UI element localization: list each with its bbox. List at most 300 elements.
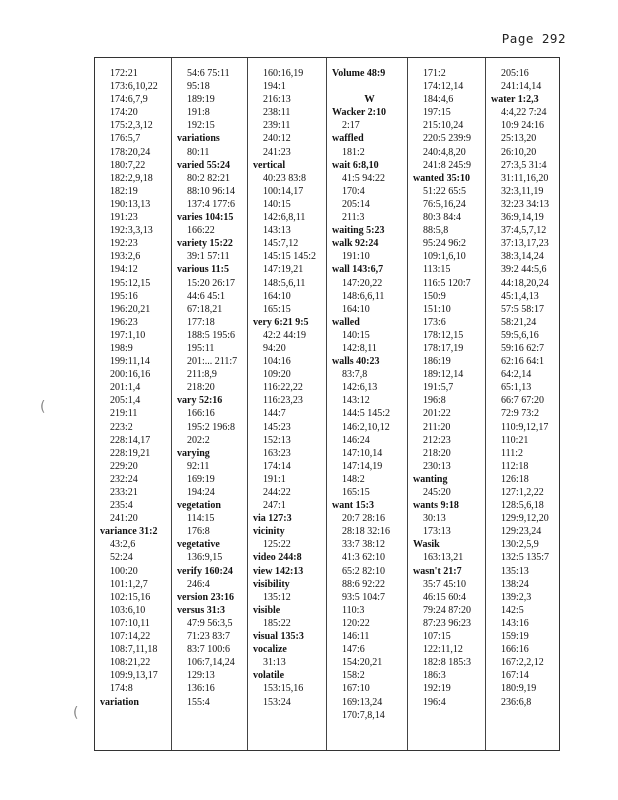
index-term: wait 6:8,10	[332, 159, 379, 171]
index-reference: 239:11	[263, 120, 291, 132]
index-reference: 175:2,3,12	[110, 120, 153, 132]
index-reference: 169:13,24	[342, 696, 383, 708]
scan-margin-mark: (	[40, 399, 46, 415]
index-reference: 182:8 185:3	[423, 657, 472, 669]
index-reference: 58:21,24	[501, 316, 537, 328]
index-reference: 28:18 32:16	[342, 526, 391, 538]
index-reference: 27:3,5 31:4	[501, 159, 547, 171]
index-reference: 215:10,24	[423, 120, 464, 132]
index-reference: 116:5 120:7	[423, 277, 471, 289]
index-reference: 164:10	[342, 303, 370, 315]
index-term: vicinity	[253, 526, 285, 538]
index-reference: 223:2	[110, 421, 133, 433]
index-reference: 67:18,21	[187, 303, 223, 315]
index-reference: 109:1,6,10	[423, 251, 466, 263]
index-reference: 247:1	[263, 500, 286, 512]
index-reference: 244:22	[263, 487, 291, 498]
index-reference: 137:4 177:6	[187, 198, 236, 210]
index-reference: 57:5 58:17	[501, 303, 545, 315]
index-reference: 211:3	[342, 212, 365, 224]
index-reference: 76:5,16,24	[423, 198, 466, 210]
index-reference: 32:23 34:13	[501, 198, 550, 210]
index-reference: 197:15	[423, 107, 451, 119]
index-column-2	[172, 58, 248, 750]
index-reference: 194:12	[110, 264, 138, 276]
index-reference: 88:10 96:14	[187, 185, 236, 197]
index-reference: 205:16	[501, 68, 529, 79]
index-reference: 10:9 24:16	[501, 120, 545, 132]
index-reference: 107:14,22	[110, 631, 151, 643]
index-reference: 4:4,22 7:24	[501, 107, 547, 119]
index-reference: 245:20	[423, 487, 451, 498]
index-term: visibility	[253, 578, 290, 590]
index-reference: 144:5 145:2	[342, 408, 391, 420]
index-reference: 218:20	[187, 382, 215, 394]
index-reference: 176:8	[187, 526, 210, 538]
index-reference: 145:7,12	[263, 238, 299, 250]
index-term: vegetative	[177, 539, 220, 551]
index-reference: 182:19	[110, 185, 138, 197]
index-reference: 39:1 57:11	[187, 251, 230, 263]
index-term: visible	[253, 604, 281, 616]
index-reference: 100:20	[110, 565, 138, 577]
index-reference: 88:6 92:22	[342, 578, 386, 590]
index-reference: 192:3,3,13	[110, 225, 153, 237]
index-reference: 143:12	[342, 395, 370, 407]
index-reference: 148:5,6,11	[263, 277, 306, 289]
index-reference: 43:2,6	[110, 539, 136, 551]
index-reference: 153:15,16	[263, 683, 304, 695]
index-reference: 95:18	[187, 81, 210, 93]
index-reference: 129:9,12,20	[501, 513, 549, 525]
index-reference: 83:7 100:6	[187, 644, 231, 656]
index-column-1	[95, 58, 172, 750]
index-reference: 212:23	[423, 434, 451, 446]
index-term: wanted 35:10	[413, 172, 470, 184]
index-term: Volume 48:9	[332, 68, 386, 79]
index-term: vegetation	[177, 500, 221, 512]
index-reference: 129:23,24	[501, 526, 542, 538]
index-reference: 148:2	[342, 473, 365, 485]
index-reference: 165:15	[263, 303, 291, 315]
index-reference: 191:10	[342, 251, 370, 263]
index-reference: 41:5 94:22	[342, 172, 386, 184]
index-reference: 240:12	[263, 133, 291, 145]
index-reference: 147:20,22	[342, 277, 383, 289]
index-reference: 171:2	[423, 68, 446, 79]
index-reference: 174:8	[110, 683, 133, 695]
index-reference: 163:13,21	[423, 552, 464, 564]
index-reference: 79:24 87:20	[423, 604, 472, 616]
index-reference: 66:7 67:20	[501, 395, 545, 407]
index-reference: 111:2	[501, 447, 524, 459]
index-reference: 167:14	[501, 670, 529, 682]
index-reference: 26:10,20	[501, 146, 537, 158]
index-reference: 46:15 60:4	[423, 591, 467, 603]
index-reference: 189:19	[187, 94, 215, 106]
index-reference: 145:23	[263, 421, 291, 433]
index-reference: 127:1,2,22	[501, 487, 544, 498]
index-reference: 129:13	[187, 670, 215, 682]
index-reference: 142:8,11	[342, 342, 377, 354]
index-reference: 106:7,14,24	[187, 657, 235, 669]
index-reference: 47:9 56:3,5	[187, 617, 233, 629]
index-reference: 104:16	[263, 356, 291, 368]
index-reference: 80:2 82:21	[187, 172, 231, 184]
index-reference: 20:7 28:16	[342, 513, 386, 525]
index-column-4	[327, 58, 408, 750]
index-term: wants 9:18	[413, 500, 459, 512]
index-reference: 146:24	[342, 434, 370, 446]
index-reference: 136:9,15	[187, 552, 223, 564]
index-term: vary 52:16	[177, 395, 223, 407]
index-letter-heading: W	[364, 94, 375, 106]
index-reference: 107:15	[423, 631, 451, 643]
index-reference: 184:4,6	[423, 94, 454, 106]
index-reference: 195:16	[110, 290, 138, 302]
index-reference: 151:10	[423, 303, 451, 315]
index-reference: 192:19	[423, 683, 451, 695]
index-reference: 112:18	[501, 460, 529, 472]
index-reference: 180:9,19	[501, 683, 537, 695]
index-reference: 202:2	[187, 434, 210, 446]
index-reference: 143:16	[501, 617, 529, 629]
index-term: volatile	[253, 670, 285, 682]
index-reference: 178:12,15	[423, 329, 464, 341]
index-reference: 241:20	[110, 513, 138, 525]
index-reference: 196:20,21	[110, 303, 151, 315]
index-reference: 62:16 64:1	[501, 356, 545, 368]
index-reference: 25:13,20	[501, 133, 537, 145]
index-reference: 33:7 38:12	[342, 539, 386, 551]
index-reference: 143:13	[263, 225, 291, 237]
index-reference: 201:1,4	[110, 382, 141, 394]
index-reference: 185:22	[263, 617, 291, 629]
index-reference: 100:14,17	[263, 185, 304, 197]
index-reference: 64:2,14	[501, 369, 532, 381]
index-term: Wacker 2:10	[332, 107, 386, 119]
index-reference: 44:18,20,24	[501, 277, 549, 289]
index-reference: 194:24	[187, 487, 215, 498]
index-term: variations	[177, 133, 220, 145]
index-reference: 38:3,14,24	[501, 251, 544, 263]
index-term: very 6:21 9:5	[253, 316, 309, 328]
index-term: varied 55:24	[177, 159, 231, 171]
index-reference: 42:2 44:19	[263, 329, 307, 341]
index-reference: 37:4,5,7,12	[501, 225, 547, 237]
index-reference: 147:14,19	[342, 460, 383, 472]
index-term: view 142:13	[253, 565, 304, 577]
index-reference: 163:23	[263, 447, 291, 459]
index-reference: 166:16	[501, 644, 529, 656]
index-term: version 23:16	[177, 591, 234, 603]
index-reference: 152:13	[263, 434, 291, 446]
index-reference: 114:15	[187, 513, 215, 525]
index-reference: 192:23	[110, 238, 138, 250]
index-reference: 186:19	[423, 356, 451, 368]
index-reference: 196:4	[423, 696, 446, 708]
index-reference: 95:24 96:2	[423, 238, 467, 250]
index-reference: 205:14	[342, 198, 370, 210]
index-reference: 147:19,21	[263, 264, 304, 276]
index-reference: 169:19	[187, 473, 215, 485]
index-reference: 229:20	[110, 460, 138, 472]
index-term: vertical	[253, 159, 286, 171]
index-column-3	[248, 58, 327, 750]
index-reference: 211:8,9	[187, 369, 217, 381]
index-reference: 65:1,13	[501, 382, 532, 394]
index-reference: 165:15	[342, 487, 370, 498]
index-reference: 191:5,7	[423, 382, 454, 394]
index-reference: 191:8	[187, 107, 210, 119]
index-reference: 135:12	[263, 591, 291, 603]
index-reference: 52:24	[110, 552, 133, 564]
index-reference: 198:9	[110, 342, 133, 354]
index-reference: 139:2,3	[501, 591, 532, 603]
index-reference: 116:22,22	[263, 382, 303, 394]
index-reference: 122:11,12	[423, 644, 463, 656]
index-reference: 148:6,6,11	[342, 290, 385, 302]
index-reference: 181:2	[342, 146, 365, 158]
index-reference: 173:6	[423, 316, 446, 328]
index-reference: 108:7,11,18	[110, 644, 158, 656]
index-reference: 132:5 135:7	[501, 552, 550, 564]
index-reference: 236:6,8	[501, 696, 532, 708]
index-reference: 174:14	[263, 460, 291, 472]
index-term: walls 40:23	[332, 356, 380, 368]
index-reference: 80:3 84:4	[423, 212, 462, 224]
index-term: versus 31:3	[177, 604, 226, 616]
index-reference: 154:20,21	[342, 657, 383, 669]
index-reference: 45:1,4,13	[501, 290, 539, 302]
index-reference: 116:23,23	[263, 395, 303, 407]
index-reference: 190:13,13	[110, 198, 151, 210]
index-reference: 174:6,7,9	[110, 94, 148, 106]
index-reference: 200:16,16	[110, 369, 151, 381]
index-reference: 39:2 44:5,6	[501, 264, 547, 276]
index-reference: 110:9,12,17	[501, 421, 549, 433]
index-reference: 15:20 26:17	[187, 277, 236, 289]
index-reference: 71:23 83:7	[187, 631, 231, 643]
index-reference: 2:17	[342, 120, 360, 132]
index-reference: 201:... 211:7	[187, 356, 238, 368]
index-term: varying	[177, 447, 210, 459]
index-reference: 240:4,8,20	[423, 146, 466, 158]
index-reference: 193:2,6	[110, 251, 141, 263]
index-reference: 174:12,14	[423, 81, 464, 93]
index-reference: 205:1,4	[110, 395, 141, 407]
index-reference: 167:10	[342, 683, 370, 695]
index-reference: 88:5,8	[423, 225, 449, 237]
index-reference: 188:5 195:6	[187, 329, 236, 341]
index-reference: 109:9,13,17	[110, 670, 158, 682]
index-reference: 189:12,14	[423, 369, 464, 381]
index-term: Wasik	[413, 539, 440, 551]
index-reference: 172:21	[110, 68, 138, 79]
index-term: variety 15:22	[177, 238, 233, 250]
index-reference: 142:5	[501, 604, 524, 616]
index-reference: 155:4	[187, 696, 210, 708]
index-term: various 11:5	[177, 264, 229, 276]
index-reference: 174:20	[110, 107, 138, 119]
index-reference: 191:1	[263, 473, 286, 485]
index-reference: 54:6 75:11	[187, 68, 230, 79]
index-reference: 241:8 245:9	[423, 159, 472, 171]
index-reference: 241:14,14	[501, 81, 542, 93]
index-reference: 31:11,16,20	[501, 172, 549, 184]
index-reference: 59:5,6,16	[501, 329, 539, 341]
index-reference: 30:13	[423, 513, 446, 525]
index-reference: 136:16	[187, 683, 215, 695]
index-reference: 228:14,17	[110, 434, 151, 446]
index-reference: 144:7	[263, 408, 286, 420]
index-reference	[332, 80, 407, 93]
index-term: walled	[332, 316, 360, 328]
index-reference: 31:13	[263, 657, 286, 669]
index-term: vocalize	[253, 644, 287, 656]
index-term: wall 143:6,7	[332, 264, 384, 276]
index-reference: 246:4	[187, 578, 210, 590]
index-reference: 146:2,10,12	[342, 421, 390, 433]
index-reference: 32:3,11,19	[501, 185, 544, 197]
index-reference: 178:20,24	[110, 146, 151, 158]
index-reference: 87:23 96:23	[423, 617, 472, 629]
index-reference: 130:2,5,9	[501, 539, 539, 551]
index-reference: 178:17,19	[423, 342, 464, 354]
index-reference: 219:11	[110, 408, 138, 420]
index-reference: 94:20	[263, 342, 286, 354]
index-reference: 51:22 65:5	[423, 185, 467, 197]
index-reference: 170:4	[342, 185, 365, 197]
index-reference: 159:19	[501, 631, 529, 643]
index-reference: 153:24	[263, 696, 291, 708]
index-reference: 41:3 62:10	[342, 552, 386, 564]
index-reference: 166:22	[187, 225, 215, 237]
index-term: verify 160:24	[177, 565, 233, 577]
index-reference: 230:13	[423, 460, 451, 472]
index-reference: 195:12,15	[110, 277, 151, 289]
index-reference: 180:7,22	[110, 159, 146, 171]
index-reference: 158:2	[342, 670, 365, 682]
index-reference: 108:21,22	[110, 657, 151, 669]
index-term: water 1:2,3	[491, 94, 539, 106]
index-reference: 218:20	[423, 447, 451, 459]
index-term: visual 135:3	[253, 631, 304, 643]
index-reference: 80:11	[187, 146, 210, 158]
index-reference: 102:15,16	[110, 591, 151, 603]
index-reference: 173:6,10,22	[110, 81, 158, 93]
index-reference: 194:1	[263, 81, 286, 93]
index-reference: 140:15	[342, 329, 370, 341]
index-reference: 72:9 73:2	[501, 408, 540, 420]
index-reference: 176:5,7	[110, 133, 141, 145]
index-term: waiting 5:23	[332, 225, 385, 237]
scan-margin-mark-bottom: (	[73, 705, 79, 721]
index-reference: 170:7,8,14	[342, 709, 385, 721]
index-reference: 142:6,13	[342, 382, 378, 394]
index-reference: 65:2 82:10	[342, 565, 386, 577]
index-reference: 241:23	[263, 146, 291, 158]
index-reference: 44:6 45:1	[187, 290, 226, 302]
index-reference: 196:23	[110, 316, 138, 328]
word-index-table	[94, 57, 560, 751]
index-reference: 120:22	[342, 617, 370, 629]
index-reference: 233:21	[110, 487, 138, 498]
index-reference: 103:6,10	[110, 604, 146, 616]
index-reference: 83:7,8	[342, 369, 368, 381]
index-column-5	[408, 58, 486, 750]
index-reference: 201:22	[423, 408, 451, 420]
index-reference: 147:10,14	[342, 447, 383, 459]
index-reference: 195:2 196:8	[187, 421, 236, 433]
index-reference: 211:20	[423, 421, 451, 433]
index-reference: 228:19,21	[110, 447, 151, 459]
index-reference: 110:3	[342, 604, 365, 616]
index-term: variation	[100, 696, 139, 708]
index-term: wanting	[413, 473, 448, 485]
index-term: via 127:3	[253, 513, 292, 525]
index-term: walk 92:24	[332, 238, 379, 250]
index-reference: 220:5 239:9	[423, 133, 472, 145]
index-reference: 107:10,11	[110, 617, 150, 629]
index-reference: 238:11	[263, 107, 291, 119]
index-column-6	[486, 58, 559, 750]
index-reference: 93:5 104:7	[342, 591, 386, 603]
index-reference: 235:4	[110, 500, 133, 512]
index-reference: 36:9,14,19	[501, 212, 544, 224]
index-reference: 101:1,2,7	[110, 578, 148, 590]
index-reference: 92:11	[187, 460, 210, 472]
page-number: Page 292	[501, 31, 566, 46]
index-reference: 199:11,14	[110, 356, 150, 368]
index-term: want 15:3	[332, 500, 374, 512]
index-reference: 35:7 45:10	[423, 578, 467, 590]
index-reference: 113:15	[423, 264, 451, 276]
index-reference: 173:13	[423, 526, 451, 538]
index-term: waffled	[332, 133, 364, 145]
index-reference: 167:2,2,12	[501, 657, 544, 669]
index-reference: 140:15	[263, 198, 291, 210]
index-reference: 110:21	[501, 434, 529, 446]
index-reference: 192:15	[187, 120, 215, 132]
index-reference: 145:15 145:2	[263, 251, 317, 263]
index-reference: 166:16	[187, 408, 215, 420]
index-reference: 37:13,17,23	[501, 238, 549, 250]
index-reference: 125:22	[263, 539, 291, 551]
index-term: video 244:8	[253, 552, 302, 564]
index-reference: 191:23	[110, 212, 138, 224]
index-reference: 126:18	[501, 473, 529, 485]
index-reference: 164:10	[263, 290, 291, 302]
index-reference: 197:1,10	[110, 329, 146, 341]
index-reference: 177:18	[187, 316, 215, 328]
index-reference: 146:11	[342, 631, 370, 643]
index-reference: 40:23 83:8	[263, 172, 307, 184]
index-term: variance 31:2	[100, 526, 158, 538]
index-reference: 138:24	[501, 578, 529, 590]
index-reference: 128:5,6,18	[501, 500, 544, 512]
index-reference: 196:8	[423, 395, 446, 407]
index-reference: 216:13	[263, 94, 291, 106]
index-reference: 142:6,8,11	[263, 212, 306, 224]
index-reference: 109:20	[263, 369, 291, 381]
index-term: wasn't 21:7	[413, 565, 462, 577]
index-reference: 135:13	[501, 565, 529, 577]
index-reference: 147:6	[342, 644, 365, 656]
index-term: varies 104:15	[177, 212, 234, 224]
index-reference: 186:3	[423, 670, 446, 682]
index-reference: 160:16,19	[263, 68, 304, 79]
